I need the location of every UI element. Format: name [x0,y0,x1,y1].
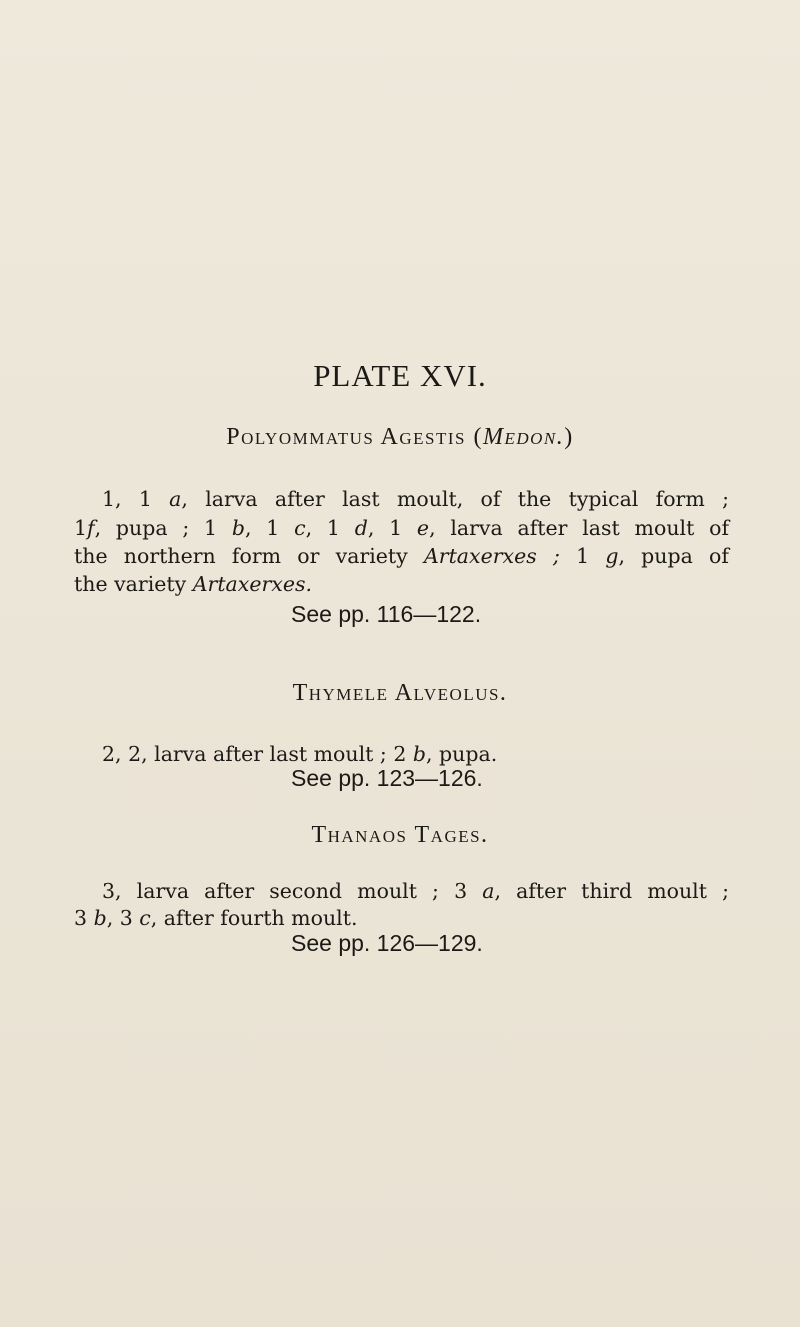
heading-text: Polyommatus Agestis ( [226,424,483,450]
text-line [74,516,729,541]
plate-title: PLATE XVI. [313,358,487,393]
text-line [74,572,729,597]
section-heading-polyommatus [0,424,800,451]
text-run: , larva after last moult of [429,516,730,540]
section-heading-thanaos: Thanaos Tages. [311,822,489,848]
text-run: the variety [74,572,193,596]
text-line [102,742,622,767]
text-run: 3, larva after second moult ; 3 [102,879,483,903]
text-run: , pupa ; 1 [94,516,232,540]
text-run: 1 [74,516,88,540]
text-run: , 1 [367,516,417,540]
text-run: , after third moult ; [494,879,729,903]
section1-line2 [74,516,729,541]
section1-line1 [102,487,729,512]
text-run-italic: a [169,487,182,511]
text-run: , pupa. [426,742,498,766]
text-run: , 3 [106,906,140,930]
heading-italic: Medon. [482,424,565,450]
text-run-italic: b [231,516,245,540]
text-run-italic: c [139,906,151,930]
text-run-italic: Artaxerxes. [192,572,313,596]
text-line [74,544,729,569]
section-heading-thymele: Thymele Alveolus. [292,680,508,706]
text-run-italic: f [87,516,95,540]
text-run-italic: b [412,742,426,766]
text-run-italic: g [605,544,619,568]
text-line [74,906,729,931]
text-run-italic: c [294,516,306,540]
text-run: , after fourth moult. [150,906,358,930]
text-run: , larva after last moult, of the typical form ; [181,487,729,511]
section3-line2 [74,906,729,931]
text-line [102,879,729,904]
text-run: the northern form or variety [74,544,424,568]
section1-line4 [74,572,729,597]
text-run-italic: d [354,516,368,540]
text-run: 1, 1 [102,487,170,511]
text-run-italic: Artaxerxes ; [423,544,560,568]
text-run: 1 [559,544,606,568]
heading-close: ) [564,424,574,450]
section3-page-reference: See pp. 126—129. [291,930,483,956]
text-run-italic: a [482,879,495,903]
text-run: , 1 [244,516,295,540]
section2-page-reference: See pp. 123—126. [291,765,483,791]
section1-page-reference: See pp. 116—122. [291,601,482,627]
text-run-italic: e [416,516,430,540]
section1-line3 [74,544,729,569]
text-line [102,487,729,512]
section3-line1 [102,879,729,904]
text-run: , pupa of [618,544,729,568]
text-run: , 1 [305,516,355,540]
text-run: 2, 2, larva after last moult ; 2 [102,742,413,766]
text-run: 3 [74,906,94,930]
text-run-italic: b [93,906,107,930]
section2-line1 [102,742,622,767]
